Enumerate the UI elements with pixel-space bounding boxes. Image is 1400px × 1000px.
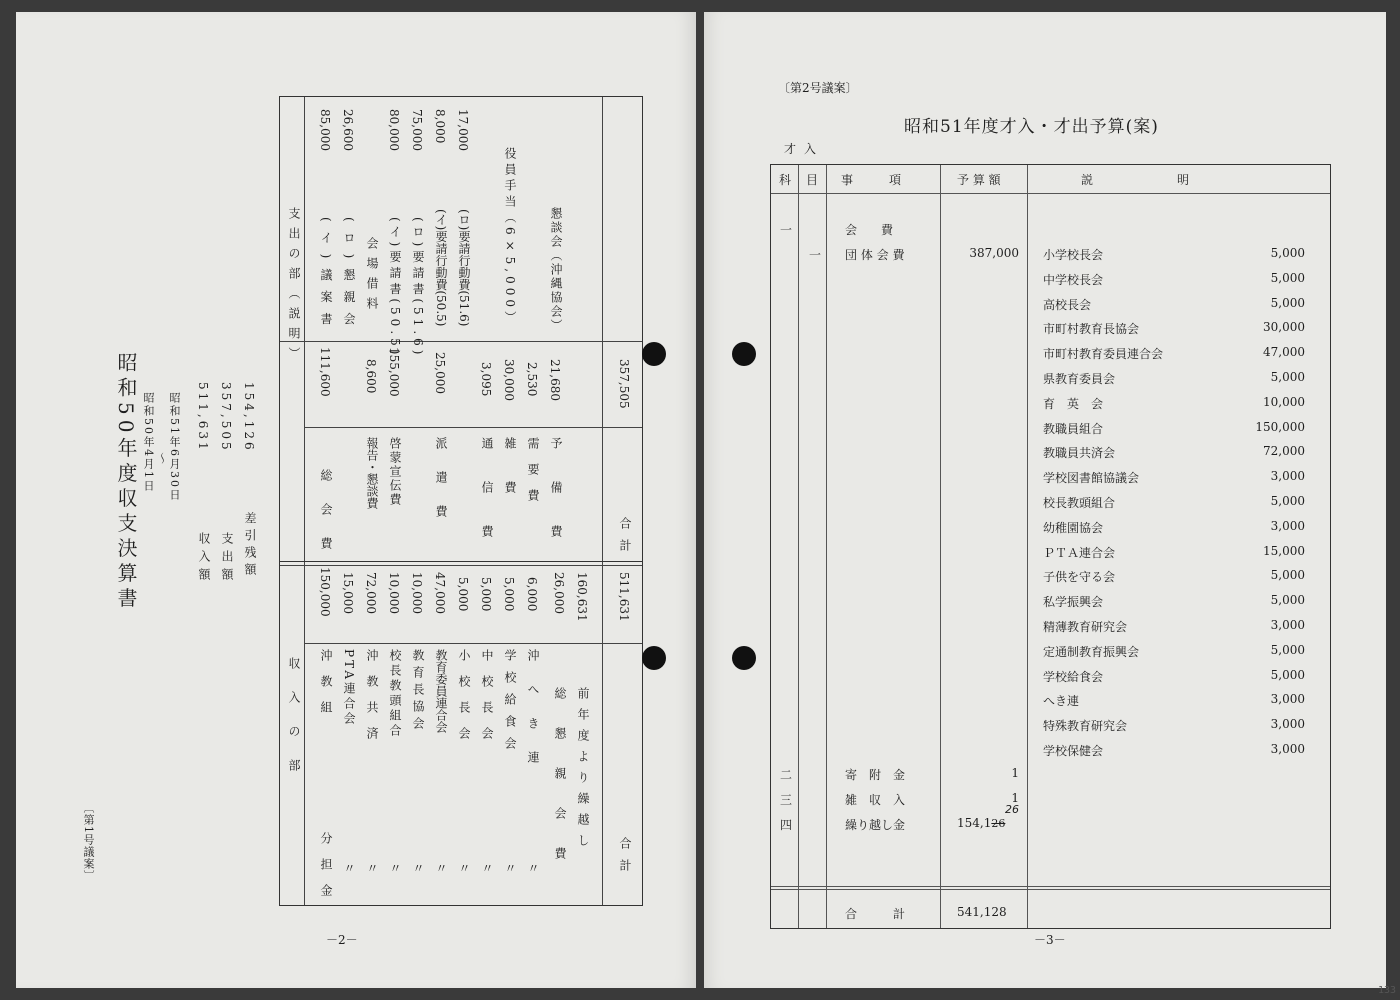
breakdown-name: 校長教頭組合 [1043, 496, 1116, 510]
breakdown-name: 子供を守る会 [1043, 570, 1116, 585]
breakdown-name: 学校保健会 [1043, 744, 1104, 758]
breakdown-name: 学校給食会 [1043, 669, 1104, 684]
breakdown-value: 5,000 [1270, 295, 1305, 310]
row-item: 繰り越し金 [845, 818, 906, 832]
breakdown-value: 72,000 [1263, 444, 1305, 459]
left-period-separator: 〜 [155, 452, 169, 464]
expense-row-item: 報告・懇談費 [365, 437, 379, 509]
total-label: 合 計 [845, 907, 906, 921]
expense-row-value: 8,600 [364, 359, 378, 394]
income-total-value: 511,631 [617, 572, 631, 622]
breakdown-name: へき連 [1043, 694, 1080, 709]
breakdown-value: 5,000 [1270, 642, 1305, 657]
income-row-item: 中校長会 [480, 649, 494, 753]
breakdown-value: 3,000 [1270, 692, 1305, 707]
income-row-label: 〃 [434, 862, 448, 874]
summary-expense-label: 支出額 [220, 532, 234, 586]
income-row-item: 校長教頭組合 [388, 649, 402, 739]
breakdown-name: ＰＴＡ連合会 [1043, 545, 1116, 560]
expense-row-value: 155,000 [387, 347, 401, 397]
binder-hole [642, 342, 666, 366]
income-row-item: 沖へき連 [526, 649, 540, 785]
expense-row-note-value: 80,000 [387, 109, 401, 151]
left-page [16, 12, 696, 988]
income-row-label: 〃 [526, 862, 540, 874]
left-page-number: －2－ [326, 933, 358, 947]
handwritten-correction: 26 [1005, 803, 1019, 816]
income-row-label: 総懇親会費 [553, 687, 567, 887]
expense-row-value: 21,680 [548, 359, 562, 401]
summary-income-value: 511,631 [196, 382, 210, 453]
income-row-item: 沖教共済 [365, 649, 379, 753]
row-ka: 三 [780, 793, 793, 807]
expense-row-value: 3,095 [479, 362, 493, 397]
expense-header: 支出の部（説明） [287, 207, 301, 367]
income-row-label: 〃 [411, 862, 425, 874]
header-jikou: 事 項 [841, 173, 902, 187]
breakdown-name: 特殊教育研究会 [1043, 719, 1128, 734]
total-value: 541,128 [957, 905, 1007, 919]
corner-mark: 133 [1377, 985, 1396, 996]
carryover-amount-base: 154,1 [957, 816, 992, 830]
expense-row-note: (イ)要請書(50.5) [388, 217, 402, 359]
income-row-label: 前年度より繰越し [576, 687, 590, 855]
expense-row-note-value: 85,000 [318, 109, 332, 151]
breakdown-name: 市町村教育長協会 [1043, 322, 1140, 337]
right-page-number: －3－ [1034, 933, 1066, 947]
breakdown-value: 3,000 [1270, 618, 1305, 632]
expense-row-item: 啓蒙宣伝費 [388, 437, 402, 507]
summary-expense-value: 357,505 [219, 382, 233, 453]
expense-row-item: 派遣費 [434, 437, 448, 539]
income-row-value: 26,000 [552, 572, 566, 614]
income-row-value: 150,000 [318, 567, 332, 617]
expense-total-value: 357,505 [617, 359, 631, 409]
row-item: 雑 収 入 [845, 793, 906, 807]
summary-balance-label: 差引残額 [243, 512, 257, 580]
expense-row-note: 役員手当（6×5,000） [503, 147, 517, 327]
breakdown-value: 5,000 [1270, 568, 1305, 583]
expense-row-note: (ロ)懇親会 [342, 217, 356, 335]
breakdown-name: 小学校長会 [1043, 248, 1104, 262]
breakdown-value: 3,000 [1270, 518, 1305, 533]
breakdown-name: 教職員組合 [1043, 421, 1104, 436]
income-row-value: 10,000 [387, 572, 401, 614]
row-item: 寄 附 金 [845, 768, 906, 782]
income-row-value: 160,631 [575, 572, 589, 622]
breakdown-name: 高校長会 [1043, 297, 1092, 312]
expense-row-note-value: 75,000 [410, 109, 424, 151]
breakdown-value: 47,000 [1263, 345, 1305, 360]
income-row-item: 教育委員連合会 [434, 649, 448, 733]
breakdown-value: 5,000 [1270, 593, 1305, 608]
breakdown-name: 学校図書館協議会 [1043, 471, 1140, 486]
breakdown-name: 幼稚園協会 [1043, 520, 1104, 535]
expense-row-item: 通信費 [480, 437, 494, 569]
income-row-value: 6,000 [525, 577, 539, 612]
expense-row-note: (イ)議案書 [319, 217, 333, 335]
row-moku: 一 [809, 248, 822, 262]
row-amount: 387,000 [969, 246, 1019, 260]
header-setsumei: 説 明 [1081, 173, 1190, 187]
income-row-label: 分担金 [319, 832, 333, 910]
row-amount: 1 [1011, 791, 1019, 805]
expense-row-note: (イ)要請行動費(50.5) [434, 209, 448, 327]
breakdown-value: 5,000 [1270, 494, 1305, 508]
budget-table [770, 164, 1331, 929]
binder-hole [732, 646, 756, 670]
breakdown-value: 150,000 [1255, 419, 1305, 434]
income-row-value: 72,000 [364, 572, 378, 614]
breakdown-name: 私学振興会 [1043, 595, 1104, 610]
row-item: 会 費 [845, 223, 894, 237]
expense-row-value: 30,000 [502, 359, 516, 401]
row-ka: 一 [780, 223, 793, 237]
carryover-struck-digits: 26 [991, 817, 1006, 830]
expense-row-note-value: 8,000 [433, 109, 447, 144]
income-row-value: 5,000 [502, 577, 516, 612]
row-ka: 二 [780, 768, 793, 782]
income-row-label: 〃 [457, 862, 471, 874]
income-row-value: 5,000 [479, 577, 493, 612]
expense-row-item: 予備費 [549, 437, 563, 569]
breakdown-name: 県教育委員会 [1043, 372, 1116, 386]
income-section-label: 才入 [784, 142, 825, 156]
expense-row-item: 雑費 [503, 437, 517, 525]
breakdown-value: 3,000 [1270, 469, 1305, 484]
header-yosan: 予 算 額 [957, 173, 1001, 187]
settlement-table [279, 96, 643, 910]
breakdown-value: 15,000 [1263, 543, 1305, 558]
summary-balance-value: 154,126 [242, 382, 256, 453]
right-proposal-tag: 〔第2号議案〕 [778, 81, 858, 95]
breakdown-value: 5,000 [1270, 246, 1305, 260]
expense-row-note: 懇談会（沖縄協会） [549, 207, 563, 333]
breakdown-name: 精薄教育研究会 [1043, 620, 1128, 634]
row-amount [957, 816, 1005, 830]
left-proposal-tag: 〔第1号議案〕 [82, 802, 95, 882]
expense-row-value: 25,000 [433, 352, 447, 394]
income-row-value: 10,000 [410, 572, 424, 614]
left-period-to: 昭和51年6月30日 [168, 392, 181, 502]
income-row-label: 〃 [342, 862, 356, 874]
breakdown-name: 教職員共済会 [1043, 446, 1116, 461]
income-total-label: 合計 [618, 837, 632, 881]
breakdown-value: 30,000 [1263, 320, 1305, 335]
header-kamoku: 科 [779, 173, 792, 187]
row-item: 団 体 会 費 [845, 248, 905, 262]
left-period-from: 昭和50年4月1日 [142, 392, 155, 493]
income-row-value: 47,000 [433, 572, 447, 614]
income-row-value: 5,000 [456, 577, 470, 612]
expense-row-item: 総会費 [319, 469, 333, 571]
row-amount: 1 [1011, 766, 1019, 780]
income-row-label: 〃 [388, 862, 402, 874]
budget-title: 昭和51年度才入・才出予算(案) [904, 117, 1159, 137]
expense-row-value: 2,530 [525, 362, 539, 397]
breakdown-value: 5,000 [1270, 370, 1305, 384]
income-row-item: 沖教組 [319, 649, 333, 727]
left-document-title: 昭和50年度収支決算書 [114, 352, 138, 613]
income-row-item: PTA連合会 [342, 649, 356, 728]
breakdown-name: 市町村教育委員連合会 [1043, 347, 1164, 362]
breakdown-value: 10,000 [1263, 394, 1305, 409]
income-row-label: 〃 [365, 862, 379, 874]
expense-row-value: 111,600 [318, 347, 332, 397]
summary-income-label: 収入額 [197, 532, 211, 586]
binder-hole [642, 646, 666, 670]
breakdown-name: 定通制教育振興会 [1043, 644, 1140, 659]
income-row-item: 小校長会 [457, 649, 471, 753]
breakdown-value: 5,000 [1270, 667, 1305, 682]
breakdown-value: 3,000 [1270, 717, 1305, 732]
income-header: 収入の部 [287, 657, 301, 793]
income-row-item: 学校給食会 [503, 649, 517, 759]
income-row-label: 〃 [480, 862, 494, 874]
income-row-label: 〃 [503, 862, 517, 874]
income-row-value: 15,000 [341, 572, 355, 614]
binder-hole [732, 342, 756, 366]
row-ka: 四 [780, 818, 793, 832]
expense-row-note-value: 17,000 [456, 109, 470, 151]
breakdown-value: 5,000 [1270, 270, 1305, 285]
expense-row-note-value: 26,600 [341, 109, 355, 151]
right-page [704, 12, 1386, 988]
income-row-item: 教育長協会 [411, 649, 425, 734]
breakdown-value: 3,000 [1270, 742, 1305, 756]
breakdown-name: 育 英 会 [1043, 396, 1104, 411]
expense-total-label: 合計 [618, 517, 632, 561]
expense-row-note: 会場借料 [365, 237, 379, 317]
expense-row-item: 需要費 [526, 437, 540, 515]
expense-row-note: (ロ)要請書(51.6) [411, 217, 425, 359]
header-moku: 目 [806, 173, 819, 187]
expense-row-note: (ロ)要請行動費(51.6) [457, 209, 471, 327]
breakdown-name: 中学校長会 [1043, 272, 1104, 287]
